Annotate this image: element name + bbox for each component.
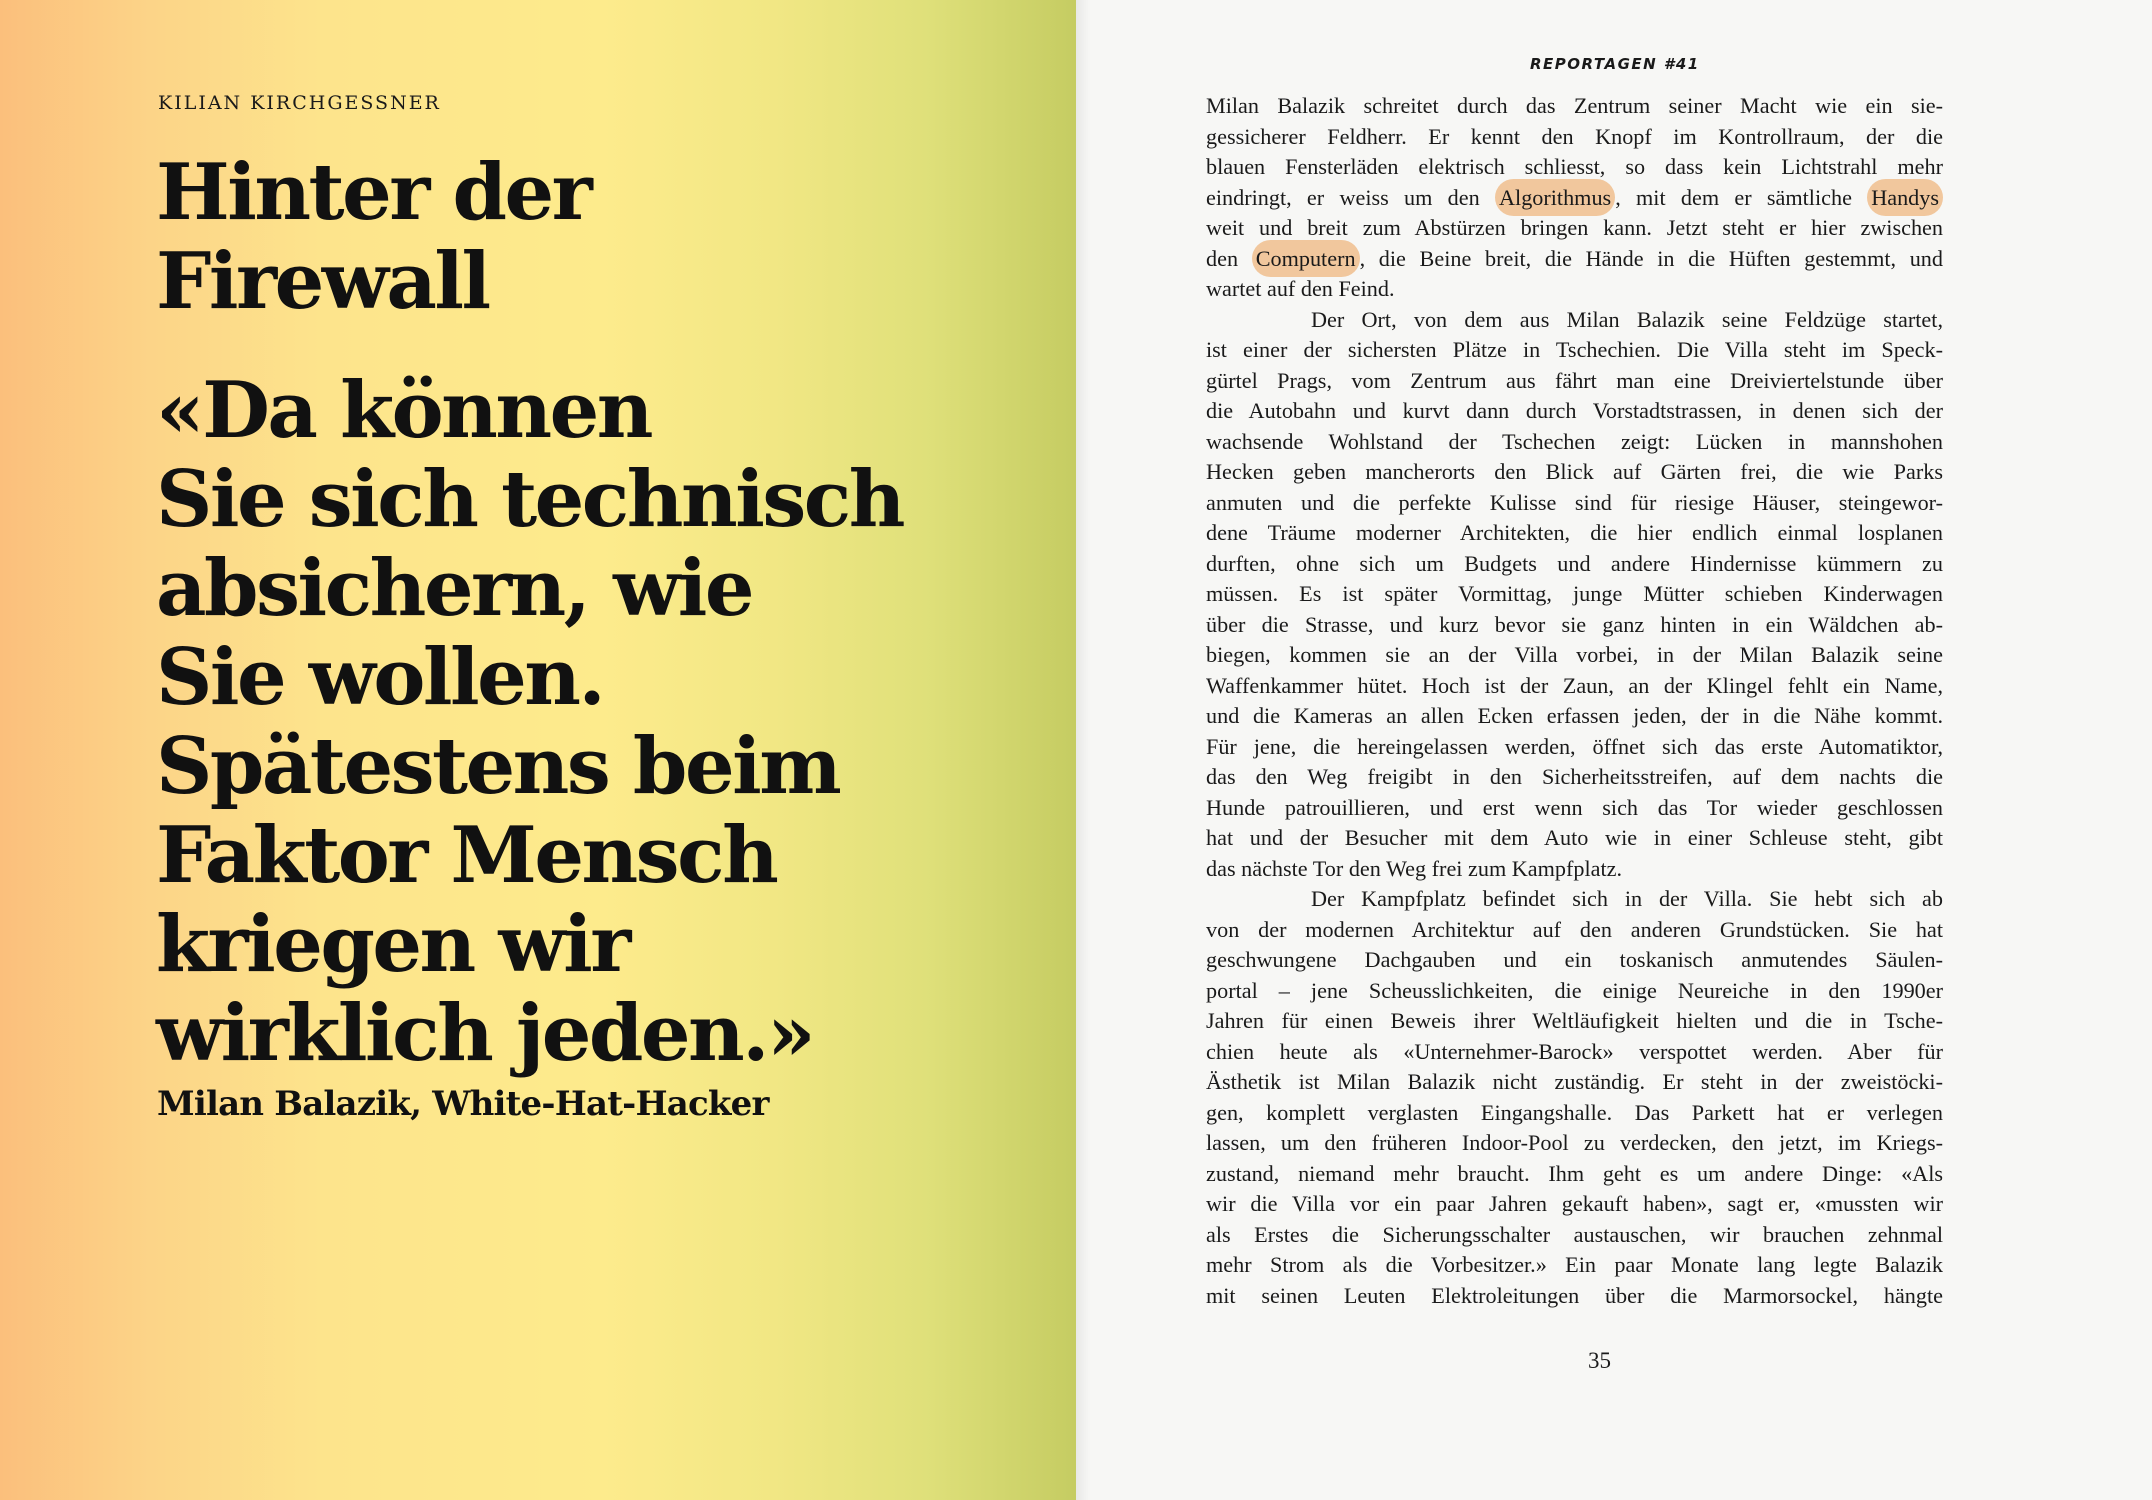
body-line: mit seinen Leuten Elektroleitungen über die Marmorsockel, hängte — [1206, 1282, 1943, 1308]
quote-line: Sie wollen. — [156, 632, 604, 723]
article-body — [1206, 91, 1943, 1311]
body-line: Für jene, die hereingelassen werden, öffnet sich das erste Automatiktor, — [1206, 733, 1943, 759]
body-line — [1206, 183, 1943, 214]
body-line: weit und breit zum Abstürzen bringen kann. Jetzt steht er hier zwischen — [1206, 215, 1943, 240]
body-line: Jahren für einen Beweis ihrer Weltläufigkeit hielten und die in Tsche- — [1206, 1008, 1943, 1033]
body-line: anmuten und die perfekte Kulisse sind für riesige Häuser, steingewor- — [1206, 489, 1943, 515]
body-line: blauen Fensterläden elektrisch schliesst, so dass kein Lichtstrahl mehr — [1206, 154, 1943, 179]
quote-line: Faktor Mensch — [156, 810, 777, 901]
body-line: chien heute als «Unternehmer-Barock» verspottet werden. Aber für — [1206, 1038, 1943, 1064]
body-line: Hunde patrouillieren, und erst wenn sich das Tor wieder geschlossen — [1206, 794, 1943, 820]
highlighted-word: Computern — [1252, 240, 1360, 277]
body-line: Milan Balazik schreitet durch das Zentrum seiner Macht wie ein sie- — [1206, 93, 1943, 118]
body-line: das nächste Tor den Weg frei zum Kampfplatz. — [1206, 855, 1623, 881]
body-line: müssen. Es ist später Vormittag, junge Mütter schieben Kinderwagen — [1206, 581, 1943, 606]
body-line: zustand, niemand mehr braucht. Ihm geht es um andere Dinge: «Als — [1206, 1160, 1943, 1186]
body-line: mehr Strom als die Vorbesitzer.» Ein paar Monate lang legte Balazik — [1206, 1252, 1943, 1277]
body-line: Ästhetik ist Milan Balazik nicht zuständig. Er steht in der zweistöcki- — [1206, 1069, 1943, 1094]
quote-line: kriegen wir — [156, 899, 629, 990]
quote-line: Spätestens beim — [156, 721, 840, 812]
body-line: gessicherer Feldherr. Er kennt den Knopf im Kontrollraum, der die — [1206, 123, 1943, 149]
body-line: und die Kameras an allen Ecken erfassen jeden, der in die Nähe kommt. — [1206, 703, 1943, 728]
quote-line: «Da können — [156, 365, 651, 456]
body-line: wachsende Wohlstand der Tschechen zeigt: Lücken in mannshohen — [1206, 428, 1943, 454]
body-line: die Autobahn und kurvt dann durch Vorstadtstrassen, in denen sich der — [1206, 398, 1943, 423]
body-text-segment: , die Beine breit, die Hände in die Hüften gestemmt, und — [1359, 245, 1943, 271]
body-text-segment: eindringt, er weiss um den — [1206, 184, 1495, 210]
body-line: ist einer der sichersten Plätze in Tschechien. Die Villa steht im Speck- — [1206, 337, 1943, 362]
body-line: gürtel Prags, vom Zentrum aus fährt man eine Dreiviertelstunde über — [1206, 367, 1943, 393]
body-line: portal – jene Scheusslichkeiten, die einige Neureiche in den 1990er — [1206, 977, 1943, 1003]
headline-line: Firewall — [156, 236, 489, 327]
author-byline: KILIAN KIRCHGESSNER — [158, 92, 441, 114]
quote-line: absichern, wie — [156, 543, 752, 634]
body-line: wir die Villa vor ein paar Jahren gekauft haben», sagt er, «mussten wir — [1206, 1191, 1943, 1216]
body-line: wartet auf den Feind. — [1206, 276, 1395, 301]
body-text-segment: , mit dem er sämtliche — [1615, 184, 1868, 210]
body-line: gen, komplett verglasten Eingangshalle. Das Parkett hat er verlegen — [1206, 1099, 1943, 1125]
body-line: Hecken geben mancherorts den Blick auf Gärten frei, die wie Parks — [1206, 459, 1943, 484]
body-line: das den Weg freigibt in den Sicherheitsstreifen, auf dem nachts die — [1206, 764, 1943, 789]
body-text-segment: den — [1206, 245, 1252, 271]
quote-attribution: Milan Balazik, White-Hat-Hacker — [157, 1084, 769, 1124]
pull-quote — [156, 366, 1056, 1078]
body-line: über die Strasse, und kurz bevor sie ganz hinten in ein Wäldchen ab- — [1206, 611, 1943, 637]
highlighted-word: Algorithmus — [1495, 179, 1615, 216]
headline-line: Hinter der — [156, 147, 591, 238]
body-line: dene Träume moderner Architekten, die hier endlich einmal losplanen — [1206, 520, 1943, 545]
body-line: Der Kampfplatz befindet sich in der Villa. Sie hebt sich ab — [1311, 886, 1943, 911]
body-line: von der modernen Architektur auf den anderen Grundstücken. Sie hat — [1206, 916, 1943, 942]
body-line: als Erstes die Sicherungsschalter austauschen, wir brauchen zehnmal — [1206, 1221, 1943, 1247]
body-line: hat und der Besucher mit dem Auto wie in einer Schleuse steht, gibt — [1206, 825, 1943, 850]
body-line: biegen, kommen sie an der Villa vorbei, in der Milan Balazik seine — [1206, 642, 1943, 667]
body-line: geschwungene Dachgauben und ein toskanisch anmutendes Säulen- — [1206, 947, 1943, 972]
highlighted-word: Handys — [1867, 179, 1943, 216]
body-line: Der Ort, von dem aus Milan Balazik seine Feldzüge startet, — [1311, 306, 1943, 332]
page-number: 35 — [1588, 1348, 1611, 1373]
body-line — [1206, 244, 1943, 275]
body-line: durften, ohne sich um Budgets und andere Hindernisse kümmern zu — [1206, 550, 1943, 576]
running-head: REPORTAGEN #41 — [1530, 55, 1700, 73]
quote-line: Sie sich technisch — [156, 454, 903, 545]
body-line: lassen, um den früheren Indoor-Pool zu verdecken, den jetzt, im Kriegs- — [1206, 1130, 1943, 1155]
gutter-shadow — [1076, 0, 1090, 1500]
article-headline — [156, 148, 1036, 326]
body-line: Waffenkammer hütet. Hoch ist der Zaun, an der Klingel fehlt ein Name, — [1206, 672, 1943, 698]
quote-line: wirklich jeden.» — [156, 988, 814, 1079]
